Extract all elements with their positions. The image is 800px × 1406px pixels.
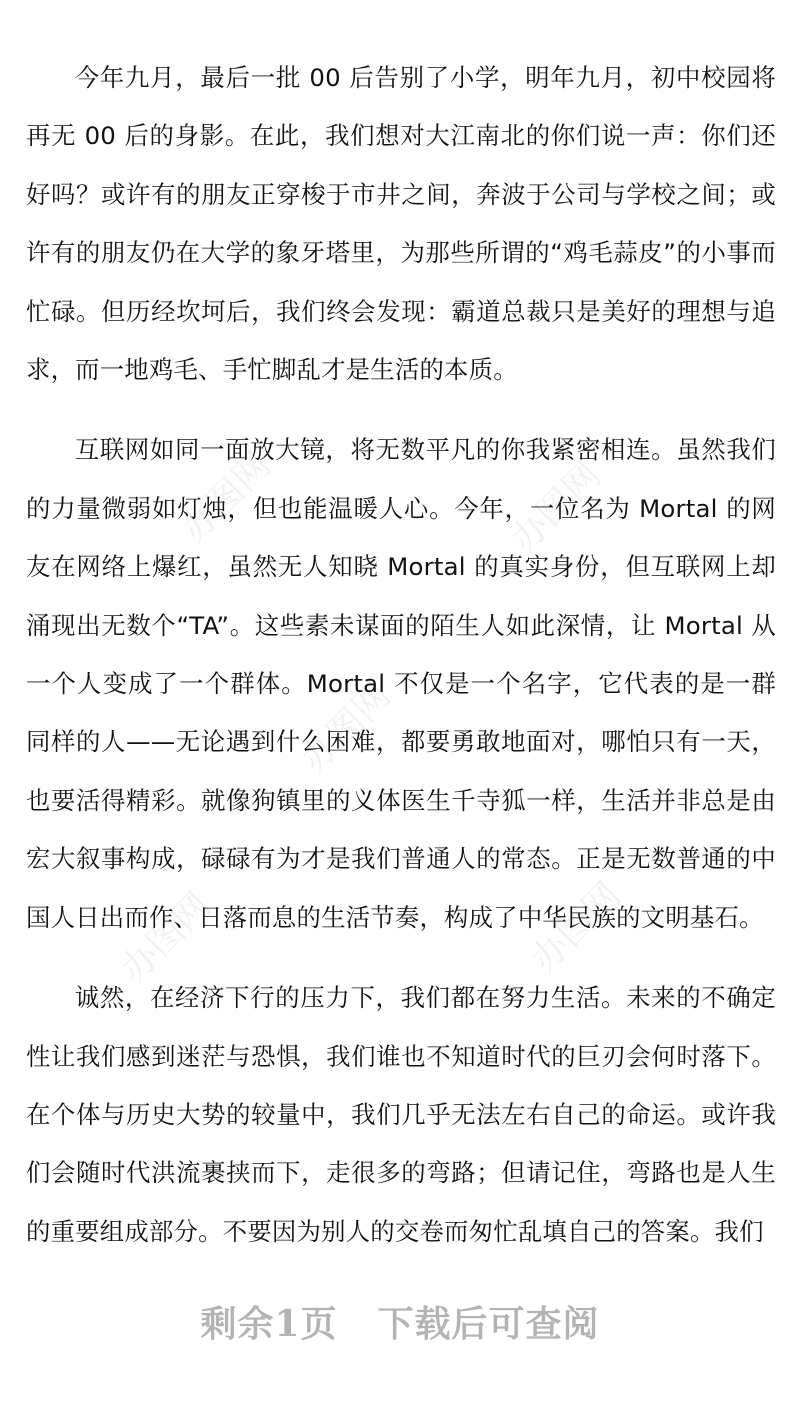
watermark: 办图网 — [503, 454, 609, 561]
paragraph: 今年九月，最后一批 00 后告别了小学，明年九月，初中校园将再无 00 后的身影。在此，我们想对大江南北的你们说一声：你们还好吗？或许有的朋友正穿梭于市井之间，奔波于公司与学校之间；或许有的朋友仍在大学的象牙塔里，为那些所谓的“鸡毛蒜皮”的小事而忙碌。但历经坎坷后，我们终会发现：霸道总裁只是美好的理想与追求，而一地鸡毛、手忙脚乱才是生活的本质。 — [26, 63, 776, 385]
download-prompt[interactable] — [0, 1296, 800, 1347]
document-body — [26, 49, 776, 1261]
watermark: 办图网 — [113, 884, 219, 991]
watermark: 办图网 — [523, 874, 629, 981]
download-to-view-label[interactable]: 下载后可查阅 — [377, 1303, 600, 1345]
remaining-pages-label: 剩余1页 — [200, 1303, 338, 1345]
paragraph: 诚然，在经济下行的压力下，我们都在努力生活。未来的不确定性让我们感到迷茫与恐惧，我们谁也不知道时代的巨刃会何时落下。在个体与历史大势的较量中，我们几乎无法左右自己的命运。或许我们会随时代洪流裹挟而下，走很多的弯路；但请记住，弯路也是人生的重要组成部分。不要因为别人的交卷而匆忙乱填自己的答案。我们 — [26, 983, 776, 1246]
watermark: 办图网 — [293, 674, 399, 781]
watermark: 办图网 — [173, 444, 279, 551]
paragraph: 互联网如同一面放大镜，将无数平凡的你我紧密相连。虽然我们的力量微弱如灯烛，但也能温暖人心。今年，一位名为 Mortal 的网友在网络上爆红，虽然无人知晓 Mortal 的真实身份，但互联网上却涌现出无数个“TA”。这些素未谋面的陌生人如此深情，让 Mortal 从一个人变成了一个群体。Mortal 不仅是一个名字，它代表的是一群同样的人——无论遇到什么困难，都要勇敢地面对，哪怕只有一天，也要活得精彩。就像狗镇里的义体医生千寺狐一样，生活并非总是由宏大叙事构成，碌碌有为才是我们普通人的常态。正是无数普通的中国人日出而作、日落而息的生活节奏，构成了中华民族的文明基石。 — [26, 435, 776, 932]
